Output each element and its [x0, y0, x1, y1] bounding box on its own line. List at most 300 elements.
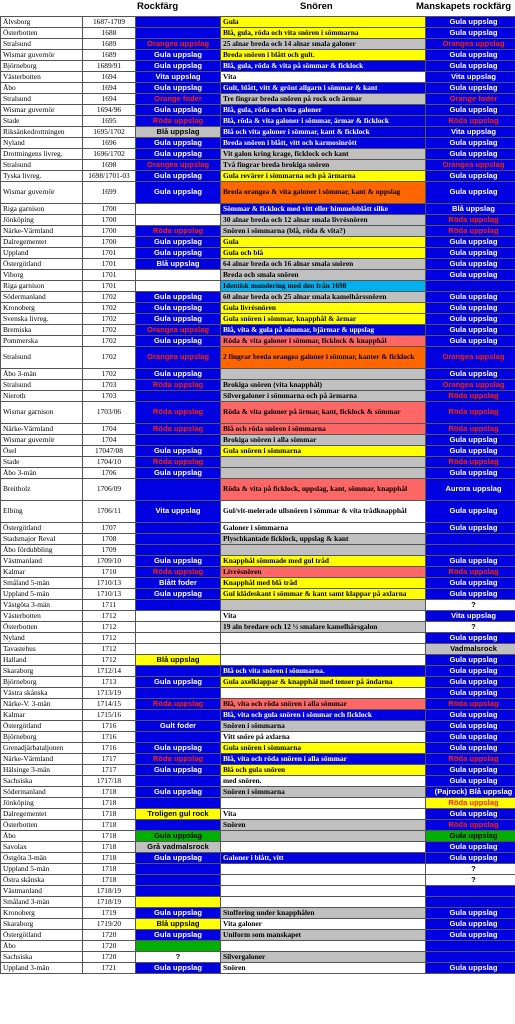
year-cell: 1718: [83, 831, 136, 842]
manskap-cell: Gula uppslag: [426, 919, 515, 930]
snoren-cell: Vita galoner: [221, 919, 426, 930]
year-cell: 1718: [83, 798, 136, 809]
year-cell: 1701: [83, 281, 136, 292]
regiment-cell: Sachsiska: [1, 952, 83, 963]
rockfarg-cell: Blått foder: [136, 578, 221, 589]
year-cell: 1708: [83, 534, 136, 545]
year-cell: 1704: [83, 435, 136, 446]
snoren-cell: Blå, gula, röda och vita snören i sömmarna: [221, 28, 426, 39]
regiment-cell: Östgöta 3-män: [1, 853, 83, 864]
year-cell: 1704/10: [83, 457, 136, 468]
manskap-cell: Gula uppslag: [426, 765, 515, 776]
rockfarg-cell: Gula uppslag: [136, 446, 221, 457]
snoren-cell: Vitt snöre på axlarna: [221, 732, 426, 743]
snoren-cell: [221, 655, 426, 666]
table-row: [1, 754, 515, 765]
manskap-cell: Gula uppslag: [426, 930, 515, 941]
regiment-cell: Stade: [1, 457, 83, 468]
regiment-cell: Breitholz: [1, 479, 83, 501]
snoren-cell: Blå, gula, röda och vita galoner: [221, 105, 426, 116]
manskap-cell: (Pajrock) Blå uppslag: [426, 787, 515, 798]
rockfarg-cell: [136, 479, 221, 501]
rockfarg-cell: Gula uppslag: [136, 336, 221, 347]
manskap-cell: Orangea uppslag: [426, 39, 515, 50]
manskap-cell: [426, 886, 515, 897]
snoren-cell: Silvergaloner: [221, 952, 426, 963]
manskap-cell: [426, 897, 515, 908]
rockfarg-cell: [136, 28, 221, 39]
regiment-cell: Österbotten: [1, 28, 83, 39]
table-row: [1, 655, 515, 666]
table-row: [1, 160, 515, 171]
rockfarg-cell: Röda uppslag: [136, 567, 221, 578]
regiment-cell: Östergötland: [1, 523, 83, 534]
snoren-cell: [221, 831, 426, 842]
regiment-cell: Pommerska: [1, 336, 83, 347]
manskap-cell: Röda uppslag: [426, 402, 515, 424]
year-cell: 1716: [83, 721, 136, 732]
year-cell: 1703: [83, 380, 136, 391]
manskap-cell: ?: [426, 875, 515, 886]
year-cell: 1687-1709: [83, 17, 136, 28]
rockfarg-cell: [136, 644, 221, 655]
rockfarg-cell: Blå uppslag: [136, 127, 221, 138]
regiment-cell: Stralsund: [1, 380, 83, 391]
table-row: [1, 435, 515, 446]
rockfarg-cell: Röda uppslag: [136, 402, 221, 424]
table-row: [1, 380, 515, 391]
table-row: [1, 215, 515, 226]
snoren-cell: Två fingrar breda brokiga snören: [221, 160, 426, 171]
manskap-cell: Gula uppslag: [426, 589, 515, 600]
snoren-cell: Blå och gula snören: [221, 765, 426, 776]
year-cell: 1712: [83, 655, 136, 666]
year-cell: 1713: [83, 677, 136, 688]
snoren-cell: Identisk mundering med den från 1698: [221, 281, 426, 292]
table-row: [1, 446, 515, 457]
table-row: [1, 600, 515, 611]
manskap-cell: Gula uppslag: [426, 149, 515, 160]
rockfarg-cell: Gula uppslag: [136, 83, 221, 94]
rockfarg-cell: Gula uppslag: [136, 61, 221, 72]
regiment-cell: Österbotten: [1, 622, 83, 633]
manskap-cell: Röda uppslag: [426, 215, 515, 226]
year-cell: 1689/91: [83, 61, 136, 72]
rockfarg-cell: Vita uppslag: [136, 501, 221, 523]
regiment-cell: Riga garnison: [1, 281, 83, 292]
table-row: [1, 710, 515, 721]
manskap-cell: ?: [426, 864, 515, 875]
table-header: [0, 0, 515, 16]
regiment-cell: Halland: [1, 655, 83, 666]
regiment-cell: Dalregementet: [1, 237, 83, 248]
regiment-cell: Jönköping: [1, 215, 83, 226]
regiment-cell: Uppland: [1, 248, 83, 259]
regiment-cell: Wismar guvernör: [1, 435, 83, 446]
year-cell: 1718: [83, 787, 136, 798]
snoren-cell: 64 alnar breda och 16 alnar smala snören: [221, 259, 426, 270]
header-manskap: Manskapets rockfärg: [416, 1, 512, 12]
year-cell: 1719/20: [83, 919, 136, 930]
snoren-cell: Gult, blått, vitt & grönt allgarn i sömmar & kant: [221, 83, 426, 94]
table-row: [1, 347, 515, 369]
regiment-cell: Drottningens livreg.: [1, 149, 83, 160]
table-row: [1, 930, 515, 941]
table-row: [1, 259, 515, 270]
regiment-cell: Östergötland: [1, 721, 83, 732]
rockfarg-cell: Gula uppslag: [136, 50, 221, 61]
snoren-cell: Blå och röda snören i sömmarna: [221, 424, 426, 435]
manskap-cell: Gula uppslag: [426, 171, 515, 182]
snoren-cell: 60 alnar breda och 25 alnar smala kamelhårssnören: [221, 292, 426, 303]
manskap-cell: Röda uppslag: [426, 820, 515, 831]
snoren-cell: med snören.: [221, 776, 426, 787]
snoren-cell: [221, 941, 426, 952]
regiment-cell: Stralsund: [1, 94, 83, 105]
rockfarg-cell: Gult foder: [136, 721, 221, 732]
rockfarg-cell: [136, 523, 221, 534]
regiment-cell: Wismar garnison: [1, 402, 83, 424]
snoren-cell: Snören: [221, 963, 426, 974]
rockfarg-cell: [136, 941, 221, 952]
regiment-cell: Bremiska: [1, 325, 83, 336]
year-cell: 1709/10: [83, 556, 136, 567]
year-cell: 1698/1701-03: [83, 171, 136, 182]
snoren-cell: Gula snören i sömmarna: [221, 446, 426, 457]
table-row: [1, 391, 515, 402]
table-row: [1, 61, 515, 72]
manskap-cell: Orangea uppslag: [426, 347, 515, 369]
manskap-cell: Orangea uppslag: [426, 160, 515, 171]
rockfarg-cell: [136, 688, 221, 699]
regiment-cell: Stralsund: [1, 347, 83, 369]
regiment-cell: Björneborg: [1, 61, 83, 72]
regiment-cell: Wismar guvernör: [1, 105, 83, 116]
manskap-cell: Gula uppslag: [426, 721, 515, 732]
regiment-cell: Uppland 5-män: [1, 864, 83, 875]
table-row: [1, 589, 515, 600]
regiment-cell: Kronoberg: [1, 908, 83, 919]
year-cell: 1694: [83, 72, 136, 83]
regiment-cell: Svenska livreg.: [1, 314, 83, 325]
snoren-cell: Blå, vita och röda snören i alla sömmar: [221, 699, 426, 710]
year-cell: 1704: [83, 424, 136, 435]
regiment-cell: Uppland 3-män: [1, 963, 83, 974]
regiment-cell: Jönköping: [1, 798, 83, 809]
regiment-cell: Åbo: [1, 831, 83, 842]
manskap-cell: [426, 941, 515, 952]
snoren-cell: Breda snören i blått och gult.: [221, 50, 426, 61]
manskap-cell: Gula uppslag: [426, 655, 515, 666]
manskap-cell: Gula uppslag: [426, 336, 515, 347]
table-row: [1, 127, 515, 138]
year-cell: 1718: [83, 842, 136, 853]
manskap-cell: Gula uppslag: [426, 809, 515, 820]
rockfarg-cell: Gula uppslag: [136, 237, 221, 248]
snoren-cell: Silvergaloner i sömmarna och på ärmarna: [221, 391, 426, 402]
year-cell: 1712: [83, 644, 136, 655]
rockfarg-cell: Gula uppslag: [136, 369, 221, 380]
snoren-cell: Röda & vita på ficklock, uppslag, kant, sömmar, knapphål: [221, 479, 426, 501]
table-row: [1, 908, 515, 919]
manskap-cell: Gula uppslag: [426, 292, 515, 303]
snoren-cell: [221, 468, 426, 479]
manskap-cell: Röda uppslag: [426, 116, 515, 127]
regiment-cell: Nyland: [1, 138, 83, 149]
regiment-cell: Elbing: [1, 501, 83, 523]
table-row: [1, 292, 515, 303]
table-row: [1, 732, 515, 743]
rockfarg-cell: Röda uppslag: [136, 226, 221, 237]
manskap-cell: Gula uppslag: [426, 776, 515, 787]
snoren-cell: [221, 864, 426, 875]
rockfarg-cell: [136, 633, 221, 644]
regiment-cell: Närke-Värmland: [1, 754, 83, 765]
regiment-cell: Wismar guvernör: [1, 182, 83, 204]
table-row: [1, 105, 515, 116]
rockfarg-cell: Röda uppslag: [136, 380, 221, 391]
header-snoren: Snören: [300, 1, 333, 12]
rockfarg-cell: [136, 600, 221, 611]
snoren-cell: Breda orangea & vita galoner i sömmar, kant & uppslag: [221, 182, 426, 204]
manskap-cell: Gula uppslag: [426, 743, 515, 754]
rockfarg-cell: Gula uppslag: [136, 743, 221, 754]
manskap-cell: Gula uppslag: [426, 303, 515, 314]
year-cell: 1707: [83, 523, 136, 534]
regiment-cell: Åbo 3-män: [1, 468, 83, 479]
regiment-cell: Västmanland: [1, 556, 83, 567]
header-rockfarg: Rockfärg: [137, 1, 179, 12]
table-row: [1, 336, 515, 347]
year-cell: 1717: [83, 765, 136, 776]
year-cell: 1700: [83, 215, 136, 226]
table-row: [1, 644, 515, 655]
regiment-cell: Wismar guvernör: [1, 50, 83, 61]
year-cell: 1710/13: [83, 589, 136, 600]
rockfarg-cell: [136, 545, 221, 556]
table-row: [1, 765, 515, 776]
manskap-cell: Röda uppslag: [426, 699, 515, 710]
year-cell: 1718/19: [83, 886, 136, 897]
year-cell: 1698: [83, 160, 136, 171]
snoren-cell: Livrésnören: [221, 567, 426, 578]
manskap-cell: Gula uppslag: [426, 523, 515, 534]
table-row: [1, 963, 515, 974]
regiment-cell: Kronoberg: [1, 303, 83, 314]
table-row: [1, 314, 515, 325]
manskap-cell: ?: [426, 622, 515, 633]
regiment-cell: Åbo: [1, 83, 83, 94]
rockfarg-cell: Gula uppslag: [136, 589, 221, 600]
table-row: [1, 226, 515, 237]
snoren-cell: Breda och smala snören: [221, 270, 426, 281]
snoren-cell: Sömmar & ficklock med vitt eller himmelsblått silke: [221, 204, 426, 215]
table-row: [1, 182, 515, 204]
table-row: [1, 897, 515, 908]
manskap-cell: ?: [426, 600, 515, 611]
year-cell: 1713/19: [83, 688, 136, 699]
regiment-cell: Småland 5-män: [1, 578, 83, 589]
rockfarg-cell: [136, 776, 221, 787]
manskap-cell: Gula uppslag: [426, 633, 515, 644]
manskap-cell: Gula uppslag: [426, 677, 515, 688]
regiment-cell: Österbotten: [1, 820, 83, 831]
year-cell: 1720: [83, 952, 136, 963]
manskap-cell: Vita uppslag: [426, 611, 515, 622]
snoren-cell: 25 alnar breda och 14 alnar smala galoner: [221, 39, 426, 50]
year-cell: 1716: [83, 743, 136, 754]
year-cell: 1712: [83, 611, 136, 622]
uniform-table-body: [1, 17, 515, 974]
table-row: [1, 303, 515, 314]
year-cell: 1695/1702: [83, 127, 136, 138]
snoren-cell: 2 fingrar breda orangea galoner i sömmar, kanter & ficklock: [221, 347, 426, 369]
manskap-cell: Gula uppslag: [426, 435, 515, 446]
snoren-cell: Brokiga snören i alla sömmar: [221, 435, 426, 446]
rockfarg-cell: Gula uppslag: [136, 292, 221, 303]
year-cell: 1712/14: [83, 666, 136, 677]
regiment-cell: Tyska livreg.: [1, 171, 83, 182]
year-cell: 1700: [83, 237, 136, 248]
year-cell: 1701: [83, 259, 136, 270]
regiment-cell: Ösel: [1, 446, 83, 457]
year-cell: 1702: [83, 303, 136, 314]
table-row: [1, 776, 515, 787]
year-cell: 1720: [83, 941, 136, 952]
manskap-cell: Gula uppslag: [426, 842, 515, 853]
manskap-cell: Vita uppslag: [426, 72, 515, 83]
manskap-cell: Gula uppslag: [426, 61, 515, 72]
manskap-cell: [426, 545, 515, 556]
manskap-cell: Röda uppslag: [426, 754, 515, 765]
table-row: [1, 677, 515, 688]
snoren-cell: Röda & vita galoner i sömmar, ficklock & knapphål: [221, 336, 426, 347]
snoren-cell: Gula: [221, 17, 426, 28]
table-row: [1, 633, 515, 644]
year-cell: 1717: [83, 754, 136, 765]
manskap-cell: Gula uppslag: [426, 28, 515, 39]
snoren-cell: Blå, vita och gula snören i sömmar och ficklock: [221, 710, 426, 721]
manskap-cell: Orangea uppslag: [426, 380, 515, 391]
rockfarg-cell: Gula uppslag: [136, 314, 221, 325]
year-cell: 1700: [83, 226, 136, 237]
year-cell: 1706/09: [83, 479, 136, 501]
year-cell: 1711: [83, 600, 136, 611]
year-cell: 1718/19: [83, 897, 136, 908]
snoren-cell: Gula snören i sömmar, knapphål & ärmar: [221, 314, 426, 325]
rockfarg-cell: Röda uppslag: [136, 699, 221, 710]
rockfarg-cell: Orangea uppslag: [136, 347, 221, 369]
manskap-cell: Gula uppslag: [426, 138, 515, 149]
table-row: [1, 72, 515, 83]
table-row: [1, 831, 515, 842]
regiment-cell: Åbo 3-män: [1, 369, 83, 380]
table-row: [1, 611, 515, 622]
manskap-cell: Gula uppslag: [426, 446, 515, 457]
rockfarg-cell: Gula uppslag: [136, 556, 221, 567]
rockfarg-cell: Blå uppslag: [136, 919, 221, 930]
regiment-cell: Södermanland: [1, 787, 83, 798]
snoren-cell: Breda snören i blått, vitt och karmosinrött: [221, 138, 426, 149]
regiment-cell: Skaraborg: [1, 919, 83, 930]
rockfarg-cell: [136, 391, 221, 402]
manskap-cell: Gula uppslag: [426, 259, 515, 270]
table-row: [1, 743, 515, 754]
rockfarg-cell: [136, 611, 221, 622]
rockfarg-cell: Gula uppslag: [136, 765, 221, 776]
snoren-cell: [221, 369, 426, 380]
year-cell: 1702: [83, 325, 136, 336]
snoren-cell: Snören i sömmarna: [221, 721, 426, 732]
regiment-cell: Kalmar: [1, 567, 83, 578]
rockfarg-cell: Gula uppslag: [136, 468, 221, 479]
regiment-cell: Björneborg: [1, 677, 83, 688]
rockfarg-cell: Orangea uppslag: [136, 325, 221, 336]
table-row: [1, 479, 515, 501]
rockfarg-cell: [136, 886, 221, 897]
rockfarg-cell: [136, 666, 221, 677]
year-cell: 17047/08: [83, 446, 136, 457]
manskap-cell: Gula uppslag: [426, 578, 515, 589]
table-row: [1, 941, 515, 952]
manskap-cell: Gula uppslag: [426, 908, 515, 919]
year-cell: 1702: [83, 336, 136, 347]
year-cell: 1719: [83, 908, 136, 919]
manskap-cell: Gula uppslag: [426, 248, 515, 259]
table-row: [1, 699, 515, 710]
snoren-cell: Knapphål med blå tråd: [221, 578, 426, 589]
snoren-cell: Röda & vita galoner på ärmar, kant, ficklock & sömmar: [221, 402, 426, 424]
rockfarg-cell: [136, 215, 221, 226]
rockfarg-cell: Gula uppslag: [136, 908, 221, 919]
snoren-cell: Galoner i blått, vitt: [221, 853, 426, 864]
snoren-cell: [221, 600, 426, 611]
year-cell: 1714/15: [83, 699, 136, 710]
rockfarg-cell: Röda uppslag: [136, 424, 221, 435]
regiment-cell: Savolax: [1, 842, 83, 853]
regiment-cell: Viborg: [1, 270, 83, 281]
manskap-cell: Gula uppslag: [426, 963, 515, 974]
regiment-cell: Stade: [1, 116, 83, 127]
snoren-cell: [221, 688, 426, 699]
snoren-cell: Vit galon kring krage, ficklock och kant: [221, 149, 426, 160]
rockfarg-cell: Röda uppslag: [136, 457, 221, 468]
manskap-cell: Gula uppslag: [426, 468, 515, 479]
snoren-cell: Vita: [221, 72, 426, 83]
rockfarg-cell: Gula uppslag: [136, 248, 221, 259]
manskap-cell: Röda uppslag: [426, 424, 515, 435]
manskap-cell: Gula uppslag: [426, 666, 515, 677]
snoren-cell: [221, 842, 426, 853]
year-cell: 1718: [83, 809, 136, 820]
regiment-cell: Hälsinge 3-män: [1, 765, 83, 776]
manskap-cell: Vita uppslag: [426, 127, 515, 138]
regiment-cell: Östra skånska: [1, 875, 83, 886]
snoren-cell: Snören: [221, 820, 426, 831]
regiment-cell: Kalmar: [1, 710, 83, 721]
table-row: [1, 886, 515, 897]
year-cell: 1702: [83, 292, 136, 303]
table-row: [1, 622, 515, 633]
manskap-cell: Gula uppslag: [426, 732, 515, 743]
regiment-cell: Riga garnison: [1, 204, 83, 215]
table-row: [1, 248, 515, 259]
table-row: [1, 864, 515, 875]
manskap-cell: [426, 534, 515, 545]
table-row: [1, 875, 515, 886]
manskap-cell: Vadmalsrock: [426, 644, 515, 655]
year-cell: 1694: [83, 83, 136, 94]
